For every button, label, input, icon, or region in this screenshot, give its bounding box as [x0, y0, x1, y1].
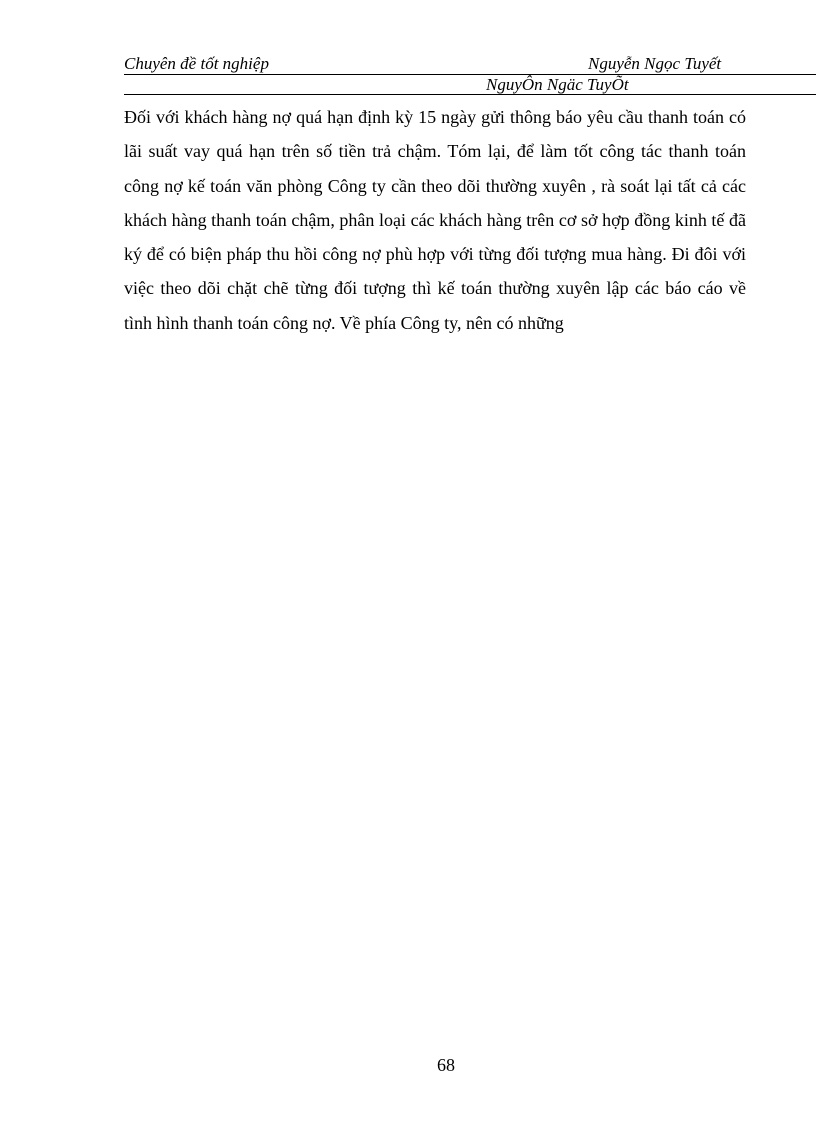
header-author-name-garbled: NguyÔn Ngäc TuyÕt: [486, 75, 629, 94]
body-text: [124, 100, 746, 340]
running-header-secondary: [124, 75, 816, 95]
body-paragraph: Đối với khách hàng nợ quá hạn định kỳ 15 ngày gửi thông báo yêu cầu thanh toán có lãi suất vay quá hạn trên số tiền trả chậm. Tóm lại, để làm tốt công tác thanh toán công nợ kế toán văn phòng Công ty cần theo dõi thường xuyên , rà soát lại tất cả các khách hàng thanh toán chậm, phân loại các khách hàng trên cơ sở hợp đồng kinh tế đã ký để có biện pháp thu hồi công nợ phù hợp với từng đối tượng mua hàng. Đi đôi với việc theo dõi chặt chẽ từng đối tượng thì kế toán thường xuyên lập các báo cáo về tình hình thanh toán công nợ. Về phía Công ty, nên có những: [124, 107, 746, 333]
header-document-title: Chuyên đề tốt nghiệp: [124, 54, 269, 73]
running-header: [124, 54, 816, 75]
header-author-name: Nguyễn Ngọc Tuyết: [588, 54, 722, 73]
page-number: 68: [437, 1055, 455, 1075]
